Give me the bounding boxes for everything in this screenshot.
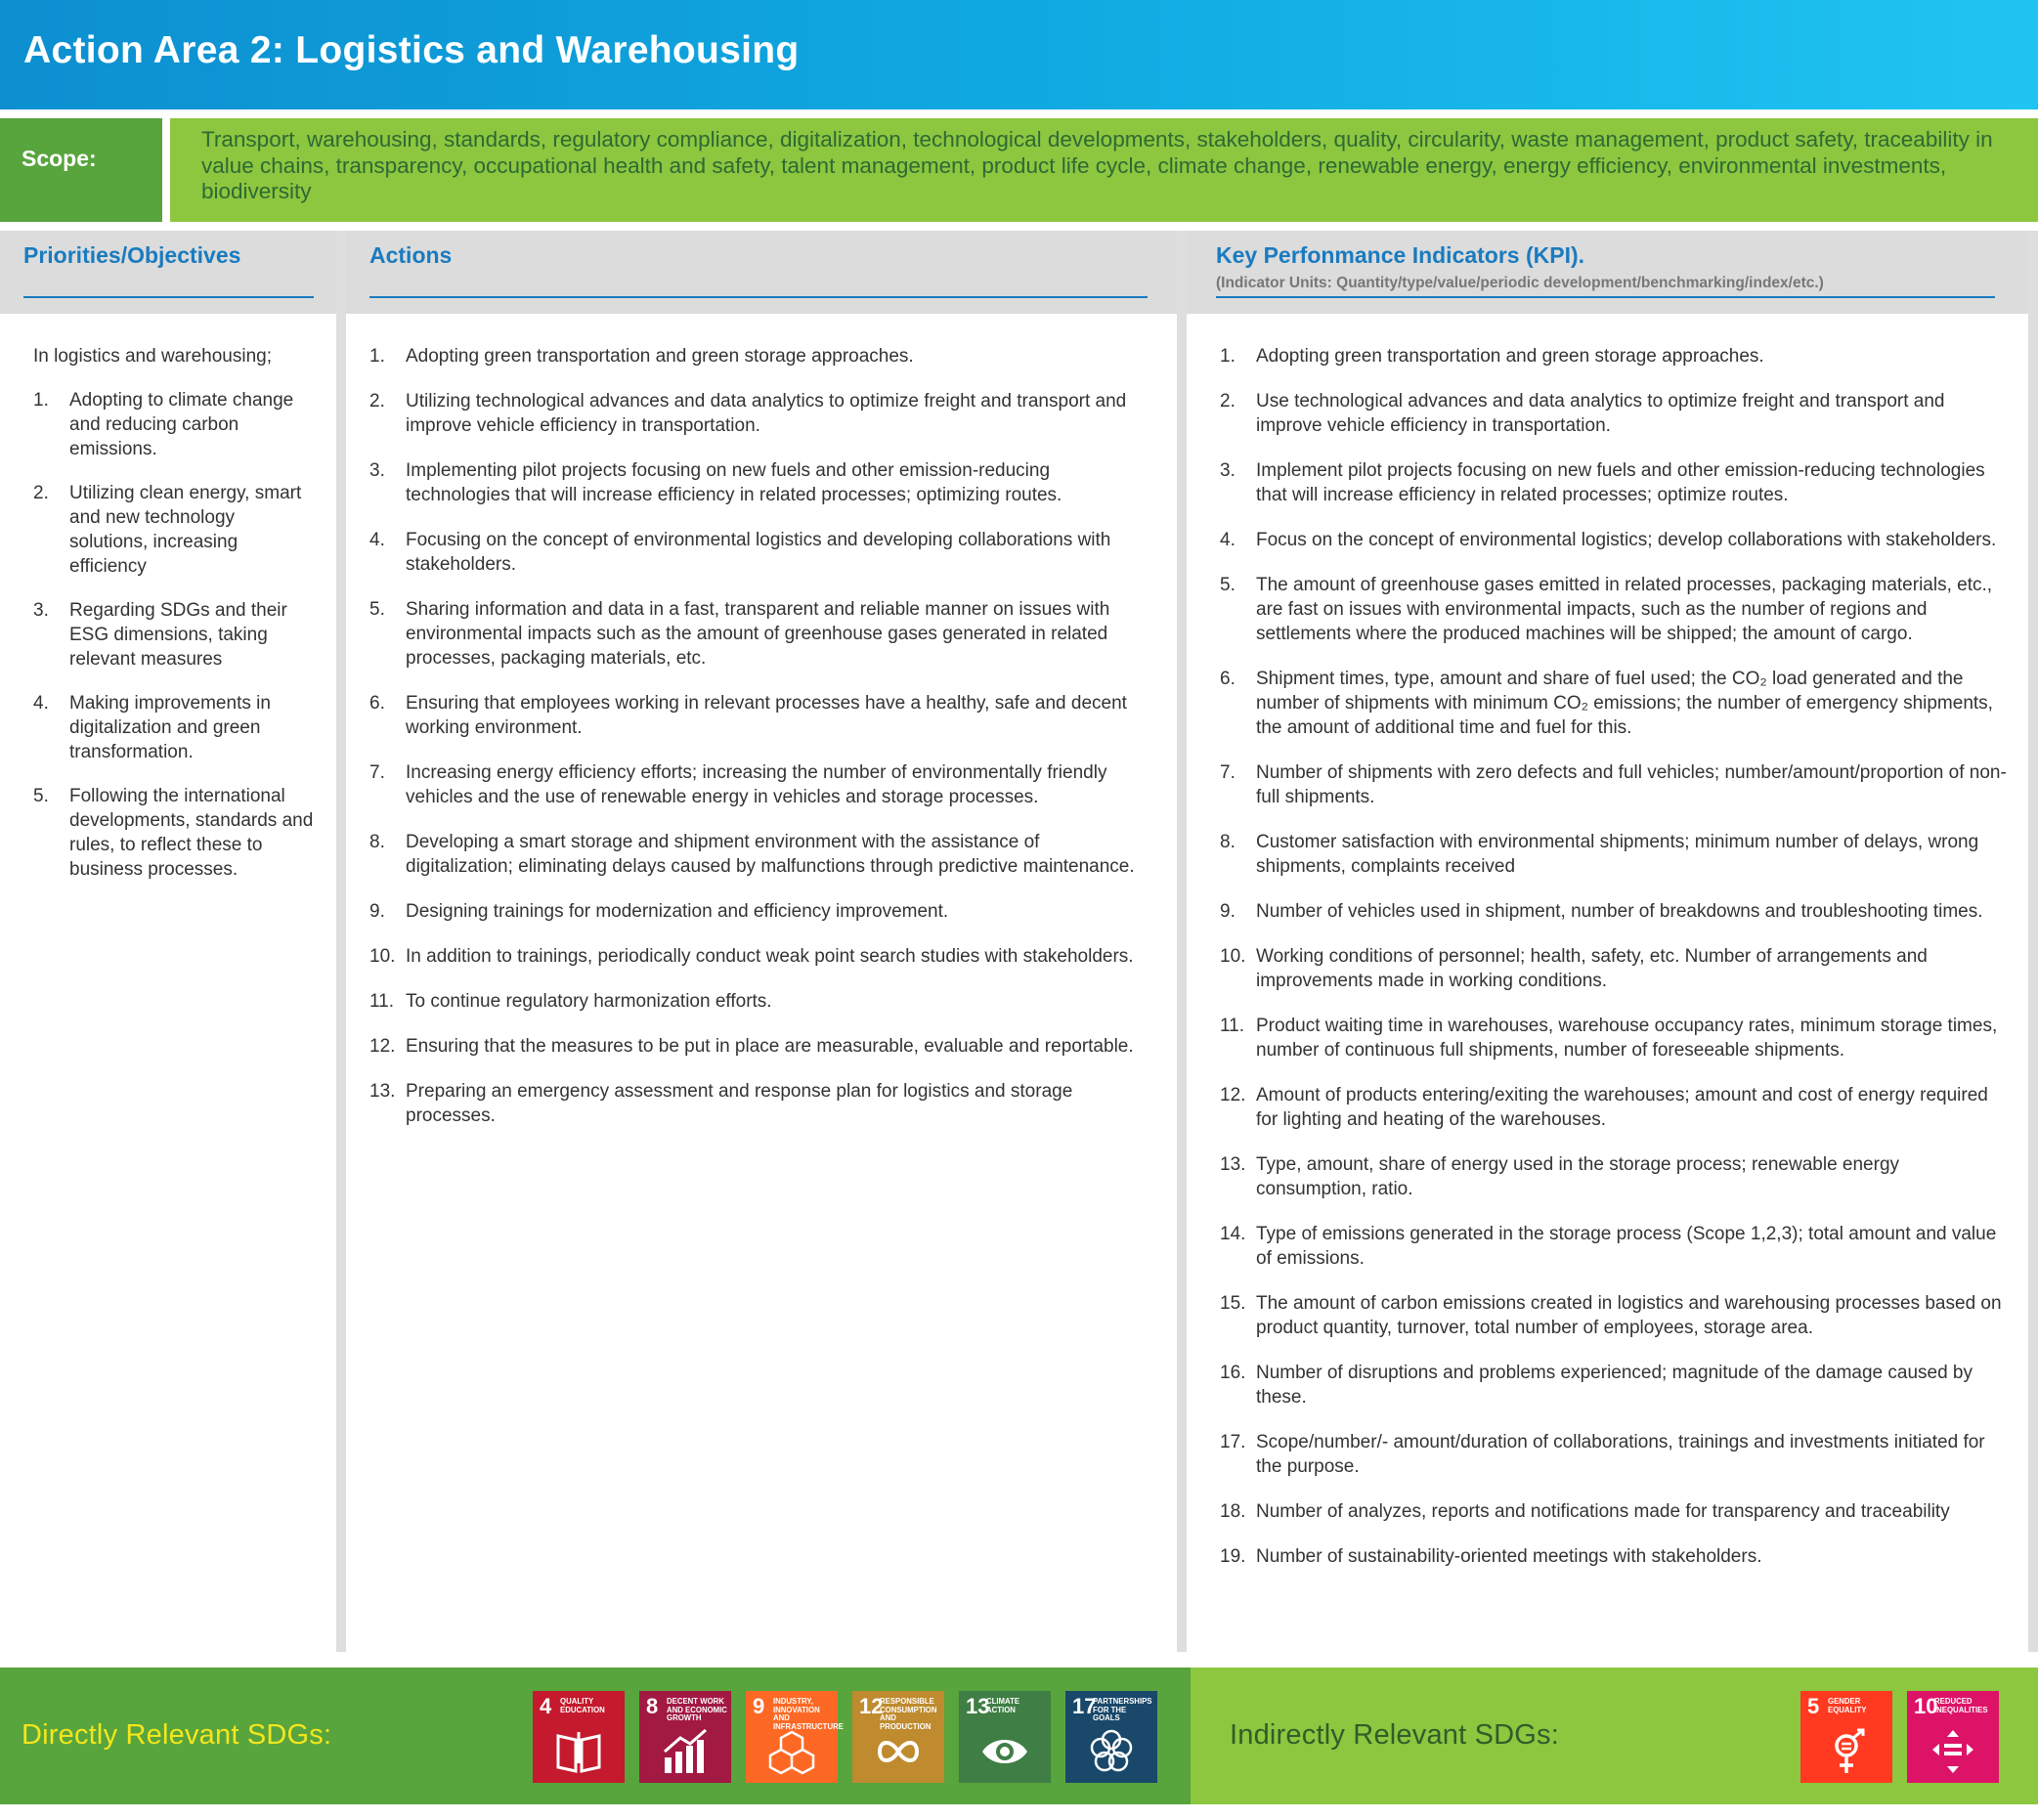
list-item-text: Sharing information and data in a fast, transparent and reliable manner on issues with environmental impacts such as the amount of greenhouse gases generated in related processes, packaging materials, etc.: [406, 599, 1110, 669]
list-item: [369, 944, 1151, 969]
list-item-number: 3.: [369, 460, 385, 481]
list-item: [369, 691, 1151, 740]
list-item-text: Number of vehicles used in shipment, number of breakdowns and troubleshooting times.: [1256, 901, 1983, 922]
column-divider: [1177, 231, 1187, 1652]
list-item: [33, 598, 317, 672]
list-item-text: Number of analyzes, reports and notifications made for transparency and traceability: [1256, 1501, 1950, 1522]
list-item: [369, 830, 1151, 879]
list-item-number: 18.: [1220, 1501, 1246, 1522]
page-header: [0, 0, 2038, 109]
list-item-text: Designing trainings for modernization and efficiency improvement.: [406, 901, 949, 922]
list-item: [1220, 899, 2014, 924]
list-item-text: Implement pilot projects focusing on new fuels and other emission-reducing technologies that will increase efficiency in related processes; optimize routes.: [1256, 460, 1985, 505]
sdg-tile-5: [1800, 1691, 1892, 1783]
eye-globe-icon: [980, 1728, 1029, 1775]
list-item-number: 5.: [1220, 575, 1236, 595]
list-item: [1220, 1014, 2014, 1062]
list-item-text: Type, amount, share of energy used in the storage process; renewable energy consumption, ratio.: [1256, 1154, 1900, 1199]
list-item-text: Adopting green transportation and green storage approaches.: [406, 346, 914, 367]
direct-sdgs-label: Directly Relevant SDGs:: [22, 1719, 332, 1751]
infinity-icon: [874, 1728, 923, 1775]
actions-rule: [369, 296, 1148, 298]
gender-equality-icon: [1822, 1728, 1871, 1775]
list-item-number: 8.: [369, 832, 385, 852]
list-item-number: 16.: [1220, 1363, 1246, 1383]
sdg-tile-4: [533, 1691, 625, 1783]
list-item-text: Focusing on the concept of environmental logistics and developing collaborations with stakeholders.: [406, 530, 1111, 575]
list-item: [369, 989, 1151, 1014]
kpi-subtitle: (Indicator Units: Quantity/type/value/periodic development/benchmarking/index/etc.): [1216, 275, 1824, 291]
list-item: [1220, 1291, 2014, 1340]
list-item: [33, 784, 317, 882]
flower-rings-icon: [1087, 1728, 1136, 1775]
actions-column: [346, 314, 1177, 1652]
sdg-number: 13: [966, 1694, 990, 1718]
list-item-text: Shipment times, type, amount and share of fuel used; the CO₂ load generated and the number of shipments with minimum CO₂ emissions; the number of emergency shipments, the amount of additional time and fuel for this.: [1256, 669, 1993, 738]
list-item-text: Utilizing technological advances and data analytics to optimize freight and transport and improve vehicle efficiency in transportation.: [406, 391, 1127, 436]
sdg-tile-8: [639, 1691, 731, 1783]
list-item: [369, 344, 1151, 368]
list-item-text: Customer satisfaction with environmental shipments; minimum number of delays, wrong shipments, complaints received: [1256, 832, 1979, 877]
list-item-text: Utilizing clean energy, smart and new technology solutions, increasing efficiency: [69, 483, 302, 577]
list-item-text: Use technological advances and data analytics to optimize freight and transport and improve vehicle efficiency in transportation.: [1256, 391, 1945, 436]
sdg-number: 10: [1914, 1694, 1938, 1718]
list-item-number: 6.: [369, 693, 385, 714]
sdg-number: 17: [1072, 1694, 1097, 1718]
kpi-title: Key Perfonmance Indicators (KPI).: [1216, 242, 1585, 268]
list-item-number: 1.: [1220, 346, 1236, 367]
list-item-number: 19.: [1220, 1546, 1246, 1567]
sdg-number: 4: [540, 1694, 552, 1718]
list-item-number: 4.: [33, 693, 49, 714]
list-item-number: 7.: [1220, 762, 1236, 783]
list-item: [369, 1079, 1151, 1128]
list-item-text: Amount of products entering/exiting the warehouses; amount and cost of energy required for lighting and heating of the warehouses.: [1256, 1085, 1988, 1130]
list-item-number: 2.: [369, 391, 385, 412]
list-item: [369, 899, 1151, 924]
list-item: [369, 389, 1151, 438]
list-item-number: 10.: [369, 946, 396, 967]
sdg-tile-10: [1907, 1691, 1999, 1783]
list-item-number: 15.: [1220, 1293, 1246, 1314]
indirect-sdgs-panel: [1191, 1668, 2038, 1804]
priorities-header: [0, 231, 336, 314]
list-item-text: Developing a smart storage and shipment environment with the assistance of digitalization; eliminating delays caused by malfunctions through predictive maintenance.: [406, 832, 1135, 877]
list-item: [1220, 1222, 2014, 1271]
list-item: [369, 760, 1151, 809]
list-item: [1220, 760, 2014, 809]
list-item-text: Making improvements in digitalization and green transformation.: [69, 693, 271, 762]
list-item: [1220, 573, 2014, 646]
list-item-text: Adopting green transportation and green storage approaches.: [1256, 346, 1764, 367]
kpi-header: [1187, 231, 2038, 314]
list-item-text: Ensuring that employees working in relevant processes have a healthy, safe and decent working environment.: [406, 693, 1127, 738]
list-item: [369, 597, 1151, 671]
sdg-label: PARTNERSHIPS FOR THE GOALS: [1093, 1697, 1152, 1722]
priorities-title: Priorities/Objectives: [23, 242, 241, 268]
list-item-text: Regarding SDGs and their ESG dimensions, taking relevant measures: [69, 600, 287, 670]
book-pencil-icon: [554, 1728, 603, 1775]
list-item-number: 2.: [1220, 391, 1236, 412]
list-item-text: Type of emissions generated in the storage process (Scope 1,2,3); total amount and value of emissions.: [1256, 1224, 1997, 1269]
list-item-number: 11.: [1220, 1016, 1245, 1036]
list-item-number: 12.: [1220, 1085, 1246, 1105]
list-item-number: 3.: [33, 600, 49, 621]
sdg-number: 5: [1807, 1694, 1820, 1718]
list-item: [1220, 1361, 2014, 1409]
scope-label: Scope:: [22, 146, 97, 171]
actions-list: [369, 344, 1151, 1128]
cubes-icon: [767, 1728, 816, 1775]
sdg-label: RESPONSIBLE CONSUMPTION AND PRODUCTION: [880, 1697, 937, 1731]
list-item-text: The amount of greenhouse gases emitted in related processes, packaging materials, etc., are fast on issues with environmental impacts, such as the number of regions and settlements where the produced machines will be shipped; the amount of cargo.: [1256, 575, 1993, 644]
list-item-text: Number of sustainability-oriented meetings with stakeholders.: [1256, 1546, 1762, 1567]
list-item: [33, 481, 317, 579]
sdg-tile-13: [959, 1691, 1051, 1783]
sdg-number: 12: [859, 1694, 884, 1718]
list-item-number: 9.: [369, 901, 385, 922]
list-item-text: Ensuring that the measures to be put in place are measurable, evaluable and reportable.: [406, 1036, 1134, 1057]
list-item-number: 1.: [369, 346, 385, 367]
list-item-number: 13.: [369, 1081, 396, 1102]
sdg-label: QUALITY EDUCATION: [560, 1697, 605, 1714]
kpi-column: [1187, 314, 2028, 1652]
list-item: [1220, 830, 2014, 879]
list-item-text: In addition to trainings, periodically conduct weak point search studies with stakeholders.: [406, 946, 1134, 967]
list-item: [1220, 1499, 2014, 1524]
sdg-label: GENDER EQUALITY: [1828, 1697, 1867, 1714]
list-item: [1220, 1083, 2014, 1132]
sdg-label: INDUSTRY, INNOVATION AND INFRASTRUCTURE: [773, 1697, 844, 1731]
list-item-text: The amount of carbon emissions created in logistics and warehousing processes based on product quantity, turnover, total number of employees, storage area.: [1256, 1293, 2002, 1338]
list-item-text: Number of disruptions and problems experienced; magnitude of the damage caused by these.: [1256, 1363, 1973, 1408]
list-item-text: Adopting to climate change and reducing carbon emissions.: [69, 390, 294, 459]
list-item-text: Focus on the concept of environmental logistics; develop collaborations with stakeholders.: [1256, 530, 1997, 550]
kpi-list: [1220, 344, 2014, 1569]
priorities-intro: In logistics and warehousing;: [33, 346, 272, 367]
list-item-number: 2.: [33, 483, 49, 503]
column-divider: [336, 231, 346, 1652]
list-item-number: 7.: [369, 762, 385, 783]
list-item-text: Product waiting time in warehouses, warehouse occupancy rates, minimum storage times, number of continuous full shipments, number of foreseeable shipments.: [1256, 1016, 1998, 1061]
list-item-number: 9.: [1220, 901, 1236, 922]
list-item-number: 13.: [1220, 1154, 1246, 1175]
list-item-text: Following the international developments, standards and rules, to reflect these to business processes.: [69, 786, 314, 880]
list-item-text: Working conditions of personnel; health, safety, etc. Number of arrangements and improvements made in working conditions.: [1256, 946, 1928, 991]
list-item-number: 14.: [1220, 1224, 1246, 1244]
list-item-number: 1.: [33, 390, 49, 411]
list-item: [1220, 1544, 2014, 1569]
sdg-number: 9: [753, 1694, 765, 1718]
list-item-number: 8.: [1220, 832, 1236, 852]
list-item-number: 10.: [1220, 946, 1246, 967]
list-item-number: 5.: [369, 599, 385, 620]
list-item-text: Increasing energy efficiency efforts; increasing the number of environmentally friendly vehicles and the use of renewable energy in vehicles and storage processes.: [406, 762, 1107, 807]
list-item-number: 3.: [1220, 460, 1236, 481]
list-item-text: Number of shipments with zero defects and full vehicles; number/amount/proportion of non-full shipments.: [1256, 762, 2007, 807]
scope-label-box: [0, 118, 162, 222]
list-item: [33, 691, 317, 764]
list-item: [1220, 944, 2014, 993]
list-item: [1220, 1152, 2014, 1201]
sdg-label: REDUCED INEQUALITIES: [1934, 1697, 1988, 1714]
direct-sdgs-panel: [0, 1668, 1191, 1804]
list-item: [1220, 528, 2014, 552]
actions-title: Actions: [369, 242, 453, 268]
list-item-number: 11.: [369, 991, 395, 1012]
list-item-text: To continue regulatory harmonization efforts.: [406, 991, 772, 1012]
list-item: [33, 388, 317, 461]
sdg-number: 8: [646, 1694, 659, 1718]
list-item-text: Preparing an emergency assessment and response plan for logistics and storage processes.: [406, 1081, 1073, 1126]
actions-header: [346, 231, 1177, 314]
list-item: [1220, 667, 2014, 740]
sdg-tile-9: [746, 1691, 844, 1783]
list-item-number: 17.: [1220, 1432, 1246, 1452]
list-item: [1220, 344, 2014, 368]
priorities-list: [33, 388, 317, 882]
list-item-number: 4.: [1220, 530, 1236, 550]
list-item: [369, 1034, 1151, 1059]
list-item-number: 6.: [1220, 669, 1236, 689]
indirect-sdgs-label: Indirectly Relevant SDGs:: [1230, 1719, 1560, 1751]
list-item: [369, 528, 1151, 577]
sdg-label: DECENT WORK AND ECONOMIC GROWTH: [667, 1697, 727, 1722]
sdg-label: CLIMATE ACTION: [986, 1697, 1020, 1714]
list-item-number: 12.: [369, 1036, 396, 1057]
list-item-number: 4.: [369, 530, 385, 550]
equality-arrows-icon: [1929, 1728, 1977, 1775]
list-item: [1220, 1430, 2014, 1479]
priorities-rule: [23, 296, 314, 298]
list-item-number: 5.: [33, 786, 49, 806]
page-title: Action Area 2: Logistics and Warehousing: [23, 29, 800, 71]
scope-text: Transport, warehousing, standards, regulatory compliance, digitalization, technological developments, stakeholders, quality, circularity, waste management, product safety, traceability in value chains, transparency, occupational health and safety, talent management, product life cycle, climate change, renewable energy, energy efficiency, environmental investments, biodiversity: [201, 127, 1993, 203]
column-divider: [2028, 231, 2038, 1652]
list-item: [1220, 389, 2014, 438]
sdg-tile-12: [852, 1691, 944, 1783]
list-item: [369, 458, 1151, 507]
list-item: [1220, 458, 2014, 507]
list-item-text: Scope/number/- amount/duration of collaborations, trainings and investments initiated for the purpose.: [1256, 1432, 1985, 1477]
priorities-column: [0, 314, 336, 1652]
kpi-rule: [1216, 296, 1995, 298]
scope-text-box: [170, 118, 2038, 222]
growth-chart-icon: [661, 1728, 710, 1775]
list-item-text: Implementing pilot projects focusing on new fuels and other emission-reducing technologies that will increase efficiency in related processes; optimizing routes.: [406, 460, 1062, 505]
sdg-tile-17: [1065, 1691, 1157, 1783]
